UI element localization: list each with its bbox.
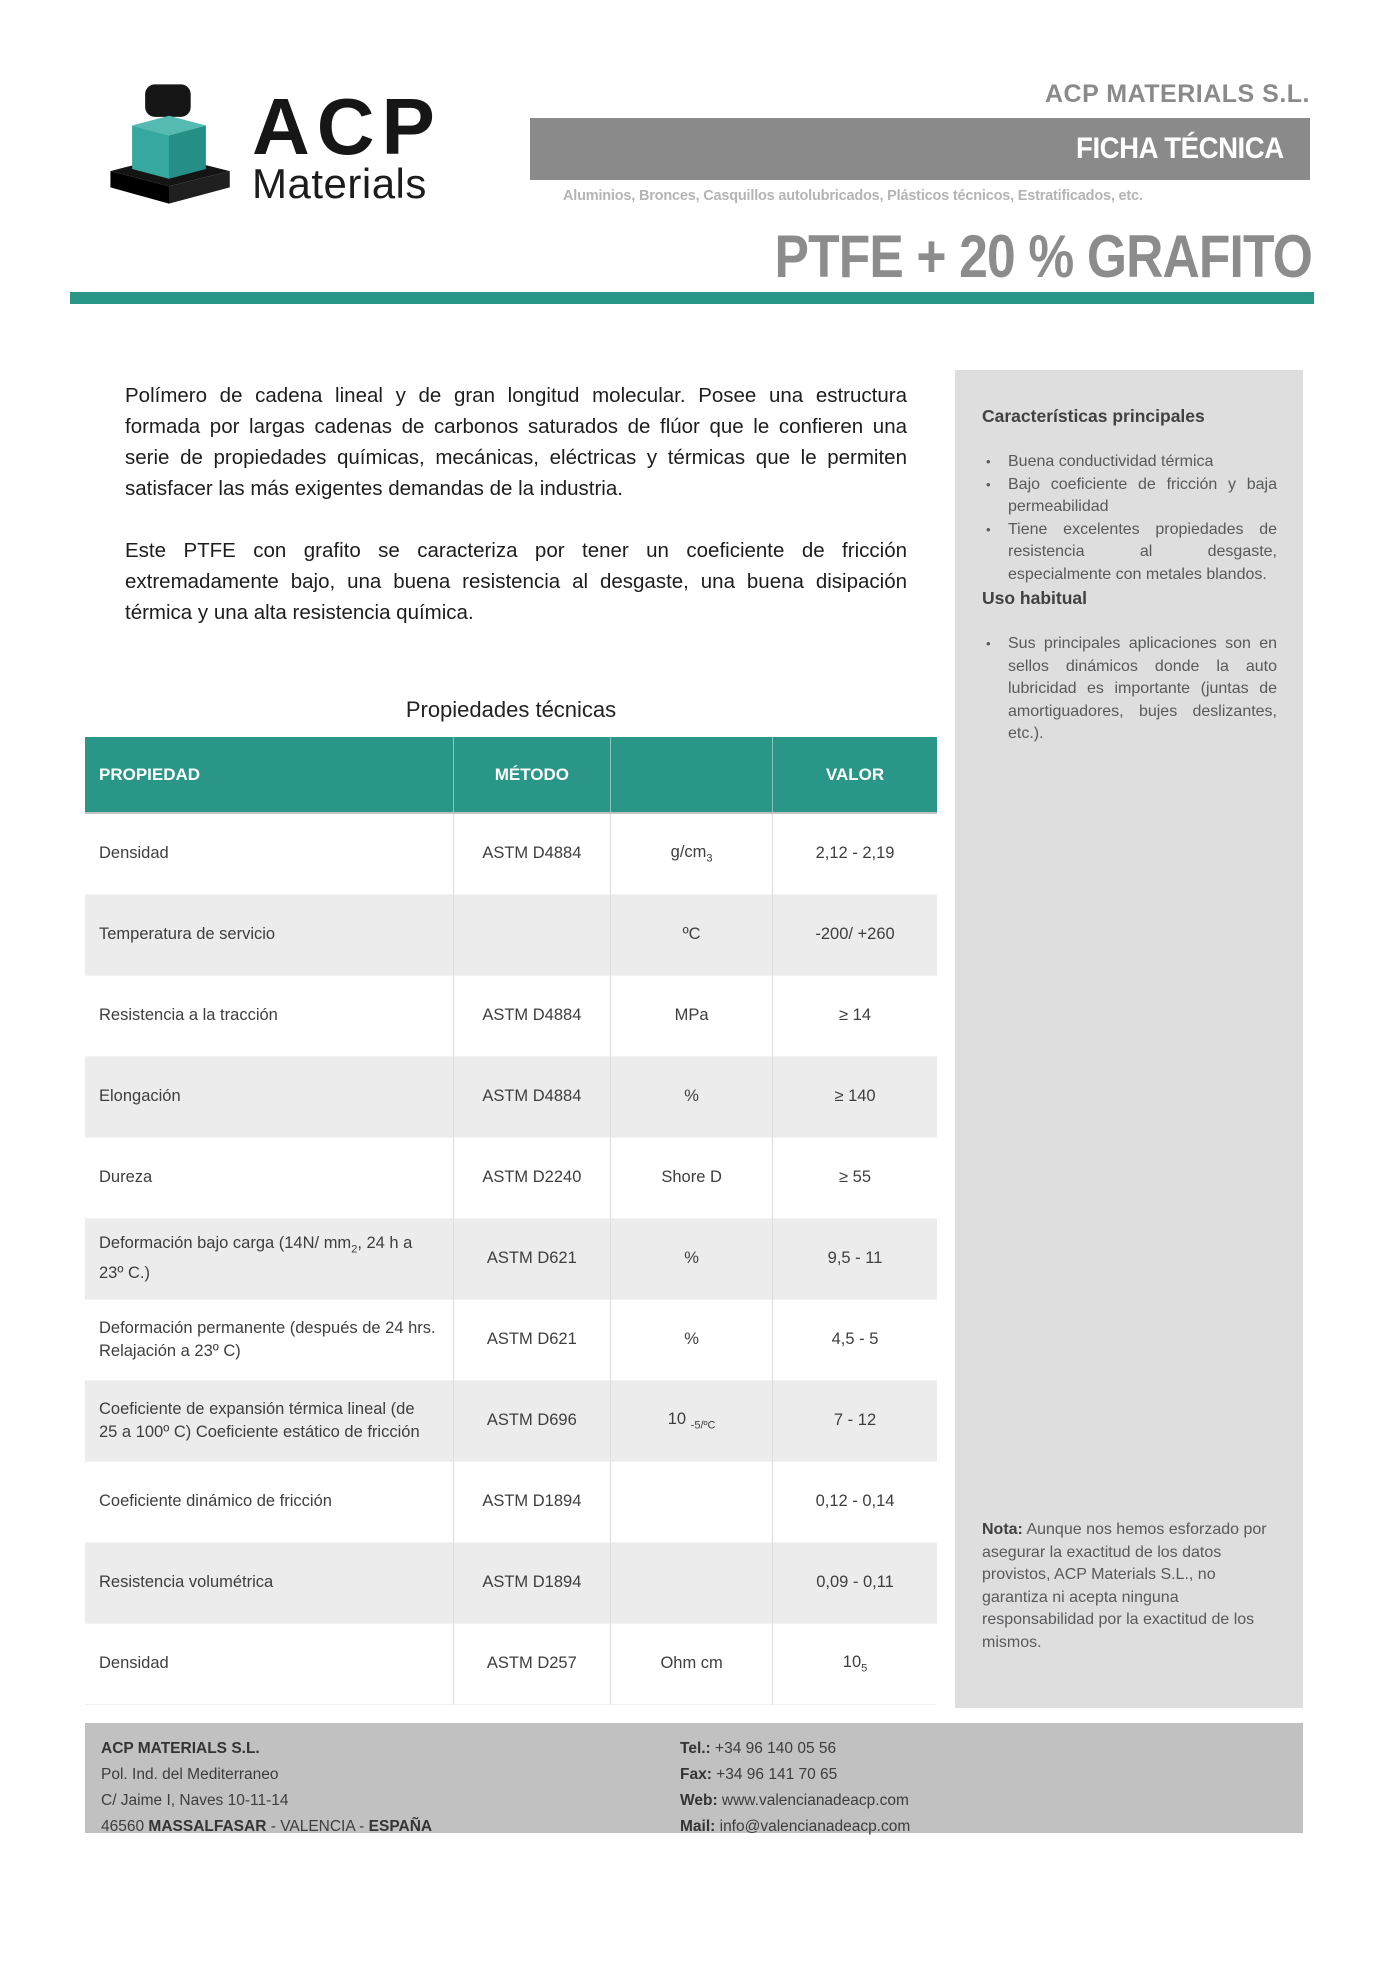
cell-unit: % (611, 1299, 773, 1380)
cell-unit: $g/cm_3$ (611, 813, 773, 894)
cell-value: 9,5 - 11 (773, 1218, 937, 1299)
table-row (85, 1461, 937, 1542)
footer-line: Mail: info@valencianadeacp.com (680, 1818, 911, 1835)
cell-unit: % (611, 1218, 773, 1299)
table-row (85, 894, 937, 975)
uso-habitual-list (982, 633, 1277, 746)
cell-property: Resistencia volumétrica (99, 1573, 274, 1591)
table-row (85, 1623, 937, 1704)
cell-property: Elongación (99, 1087, 181, 1105)
logo-acp-text: ACP (252, 82, 442, 171)
cell-method: ASTM D4884 (453, 1056, 611, 1137)
company-name: ACP MATERIALS S.L. (1044, 80, 1310, 108)
sidebar-panel (955, 370, 1303, 1708)
page-title: PTFE + 20 % GRAFITO (774, 223, 1312, 290)
ficha-tecnica-banner (530, 118, 1310, 180)
table-caption: Propiedades técnicas (405, 697, 617, 722)
cell-property: Densidad (99, 844, 169, 863)
cell-unit: ºC (611, 894, 773, 975)
intro-paragraph: Este PTFE con grafito se caracteriza por tener un coeficiente de fricción extremadamente bajo, una buena resistencia al desgaste, una buena disipación térmica y una alta resistencia química. (125, 539, 907, 624)
disclaimer-note: Nota: Aunque nos hemos esforzado por asegurar la exactitud de los datos provistos, ACP Materials S.L., no garantiza ni acepta ninguna responsabilidad por la exactitud de los mismos. (982, 1521, 1267, 1651)
table-row (85, 1218, 937, 1299)
cell-unit: 10 $_{-5/ºC}$ (611, 1380, 773, 1461)
column-header-unit (611, 737, 773, 813)
cell-method: ASTM D4884 (453, 975, 611, 1056)
cell-unit: Ohm cm (611, 1623, 773, 1704)
cell-value: $10_5$ (773, 1623, 937, 1704)
properties-table (85, 737, 937, 1705)
cell-value: 4,5 - 5 (773, 1299, 937, 1380)
list-item: • Buena conductividad térmica (982, 451, 1277, 474)
cell-method: ASTM D2240 (453, 1137, 611, 1218)
cell-property: Temperatura de servicio (99, 925, 276, 943)
table-row (85, 1542, 937, 1623)
footer-line: 46560 MASSALFASAR - VALENCIA - ESPAÑA (101, 1818, 433, 1835)
cell-method: ASTM D1894 (453, 1542, 611, 1623)
cell-property: Resistencia a la tracción (99, 1006, 278, 1024)
cell-unit: Shore D (611, 1137, 773, 1218)
title-underline (70, 292, 1314, 304)
cell-method: ASTM D621 (453, 1218, 611, 1299)
cell-method: ASTM D621 (453, 1299, 611, 1380)
footer-line: Fax: +34 96 141 70 65 (680, 1766, 838, 1783)
list-item: • Bajo coeficiente de fricción y baja permeabilidad (982, 474, 1277, 519)
acp-logo (100, 80, 442, 208)
cell-value: 0,09 - 0,11 (773, 1542, 937, 1623)
cell-method: ASTM D1894 (453, 1461, 611, 1542)
list-item: • Tiene excelentes propiedades de resistencia al desgaste, especialmente con metales blandos. (982, 519, 1277, 587)
cell-property: Coeficiente de expansión térmica lineal (de 25 a 100º C) Coeficiente estático de fricción (99, 1399, 420, 1441)
footer-line: Pol. Ind. del Mediterraneo (101, 1766, 279, 1783)
cell-property: Deformación bajo carga (14N/ $mm_2$, 24 h a 23º C.) (99, 1234, 413, 1282)
cell-value: 7 - 12 (773, 1380, 937, 1461)
table-row (85, 813, 937, 894)
banner-label: FICHA TÉCNICA (1076, 132, 1284, 165)
table-row (85, 1299, 937, 1380)
intro-paragraph: Polímero de cadena lineal y de gran longitud molecular. Posee una estructura formada por largas cadenas de carbonos saturados de flúor que le confieren una serie de propiedades químicas, mecánicas, eléctricas y térmicas que le permiten satisfacer las más exigentes demandas de la industria. (125, 384, 907, 500)
cell-value: -200/ +260 (773, 894, 937, 975)
cell-property: Densidad (99, 1654, 169, 1672)
cell-method: ASTM D257 (453, 1623, 611, 1704)
cell-property: Deformación permanente (después de 24 hrs. Relajación a 23º C) (99, 1318, 436, 1360)
table-row (85, 1137, 937, 1218)
cell-unit: % (611, 1056, 773, 1137)
cell-value: ≥ 14 (773, 975, 937, 1056)
sidebar-heading-caracteristicas: Características principales (982, 406, 1205, 426)
footer-line: C/ Jaime I, Naves 10-11-14 (101, 1792, 289, 1809)
column-header-valor: VALOR (773, 737, 937, 813)
table-row (85, 1380, 937, 1461)
caracteristicas-list (982, 451, 1277, 586)
footer-line: ACP MATERIALS S.L. (101, 1740, 260, 1757)
footer-address-block (101, 1736, 432, 1840)
sidebar-heading-uso-habitual: Uso habitual (982, 588, 1088, 608)
table-header-row (85, 737, 937, 813)
logo-wordmark (252, 82, 442, 208)
footer-line: Web: www.valencianadeacp.com (680, 1792, 909, 1809)
cell-property: Dureza (99, 1168, 153, 1186)
column-header-propiedad: PROPIEDAD (85, 737, 453, 813)
footer-bar (85, 1723, 1303, 1833)
column-header-metodo: MÉTODO (453, 737, 611, 813)
cell-method: ASTM D4884 (453, 813, 611, 894)
table-row (85, 1056, 937, 1137)
logo-materials-text: Materials (252, 159, 427, 207)
cell-value: ≥ 55 (773, 1137, 937, 1218)
logo-cube-icon (100, 80, 238, 208)
intro-section (125, 380, 907, 659)
cell-value: 0,12 - 0,14 (773, 1461, 937, 1542)
cell-unit (611, 1542, 773, 1623)
cell-value: 2,12 - 2,19 (773, 813, 937, 894)
cell-unit (611, 1461, 773, 1542)
products-tagline: Aluminios, Bronces, Casquillos autolubricados, Plásticos técnicos, Estratificados, etc. (563, 188, 1143, 204)
cell-method (453, 894, 611, 975)
footer-line: Tel.: +34 96 140 05 56 (680, 1740, 837, 1757)
cell-property: Coeficiente dinámico de fricción (99, 1492, 332, 1510)
table-row (85, 975, 937, 1056)
footer-contact-block (680, 1736, 910, 1840)
cell-value: ≥ 140 (773, 1056, 937, 1137)
cell-unit: MPa (611, 975, 773, 1056)
cell-method: ASTM D696 (453, 1380, 611, 1461)
list-item: • Sus principales aplicaciones son en sellos dinámicos donde la auto lubricidad es importante (juntas de amortiguadores, bujes deslizantes, etc.). (982, 633, 1277, 746)
